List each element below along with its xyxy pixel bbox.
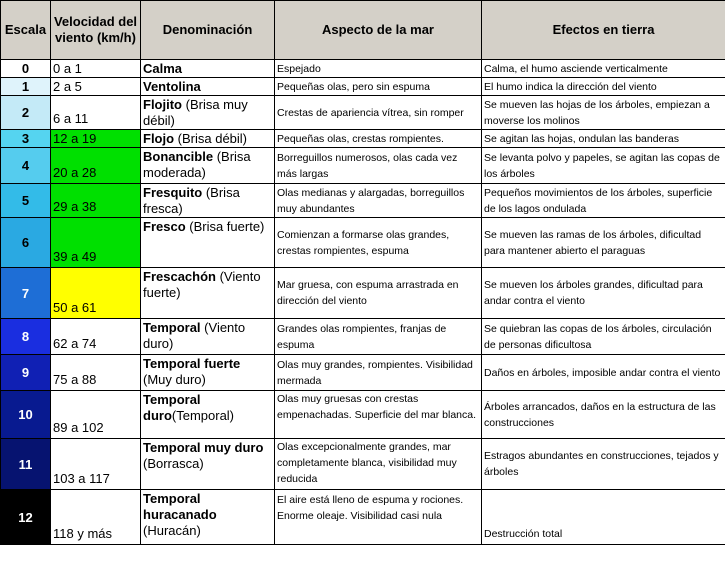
sea-cell: Mar gruesa, con espuma arrastrada en dirección del viento (275, 268, 482, 319)
table-row (1, 355, 725, 391)
name-cell (141, 60, 275, 78)
table-row (1, 319, 725, 355)
header-scale: Escala (1, 1, 51, 60)
sea-cell: Grandes olas rompientes, franjas de espuma (275, 319, 482, 355)
land-cell: Destrucción total (482, 490, 725, 545)
speed-cell: 29 a 38 (51, 184, 141, 218)
speed-cell: 12 a 19 (51, 130, 141, 148)
land-cell: Se mueven las hojas de los árboles, empiezan a moverse los molinos (482, 96, 725, 130)
land-cell: Se mueven las ramas de los árboles, dificultad para mantener abierto el paraguas (482, 218, 725, 268)
table-row (1, 130, 725, 148)
name-bold: Ventolina (143, 79, 201, 94)
table-body (1, 60, 725, 545)
sea-cell: Olas excepcionalmente grandes, mar completamente blanca, visibilidad muy reducida (275, 439, 482, 490)
name-bold: Fresco (143, 219, 186, 234)
speed-cell: 89 a 102 (51, 391, 141, 439)
name-cell (141, 319, 275, 355)
sea-cell: Pequeñas olas, pero sin espuma (275, 78, 482, 96)
header-sea: Aspecto de la mar (275, 1, 482, 60)
speed-cell: 103 a 117 (51, 439, 141, 490)
name-bold: Temporal muy duro (143, 440, 264, 455)
name-bold: Calma (143, 61, 183, 76)
land-cell: Se levanta polvo y papeles, se agitan las copas de los árboles (482, 148, 725, 184)
header-row (1, 1, 725, 60)
speed-cell: 50 a 61 (51, 268, 141, 319)
sea-cell: Crestas de apariencia vítrea, sin romper (275, 96, 482, 130)
sea-cell: Olas muy gruesas con crestas empenachadas. Superficie del mar blanca. (275, 391, 482, 439)
sea-cell: Espejado (275, 60, 482, 78)
name-cell (141, 439, 275, 490)
name-rest: (Huracán) (143, 523, 201, 538)
table-row (1, 96, 725, 130)
table-row (1, 391, 725, 439)
table-row (1, 148, 725, 184)
name-cell (141, 130, 275, 148)
scale-cell: 11 (1, 439, 51, 490)
scale-cell: 12 (1, 490, 51, 545)
land-cell: Árboles arrancados, daños en la estructura de las construcciones (482, 391, 725, 439)
name-bold: Frescachón (143, 269, 216, 284)
table-row (1, 268, 725, 319)
name-rest: (Viento fuerte) (143, 269, 261, 300)
name-cell (141, 78, 275, 96)
name-rest: (Viento duro) (143, 320, 246, 351)
name-bold: Temporal duro (143, 392, 201, 423)
name-cell (141, 490, 275, 545)
land-cell: Daños en árboles, imposible andar contra el viento (482, 355, 725, 391)
name-cell (141, 355, 275, 391)
name-rest: (Brisa débil) (174, 131, 248, 146)
table-row (1, 439, 725, 490)
scale-cell: 0 (1, 60, 51, 78)
scale-cell: 9 (1, 355, 51, 391)
name-bold: Flojo (143, 131, 175, 146)
scale-cell: 6 (1, 218, 51, 268)
name-bold: Temporal huracanado (143, 491, 217, 522)
name-cell (141, 218, 275, 268)
name-cell (141, 148, 275, 184)
land-cell: Se mueven los árboles grandes, dificultad para andar contra el viento (482, 268, 725, 319)
header-name: Denominación (141, 1, 275, 60)
table-row (1, 490, 725, 545)
speed-cell: 118 y más (51, 490, 141, 545)
name-cell (141, 268, 275, 319)
name-bold: Temporal fuerte (143, 356, 241, 371)
scale-cell: 5 (1, 184, 51, 218)
speed-cell: 0 a 1 (51, 60, 141, 78)
scale-cell: 4 (1, 148, 51, 184)
name-rest: (Muy duro) (143, 372, 206, 387)
sea-cell: Borreguillos numerosos, olas cada vez más largas (275, 148, 482, 184)
name-cell (141, 391, 275, 439)
name-bold: Fresquito (143, 185, 203, 200)
speed-cell: 2 a 5 (51, 78, 141, 96)
scale-cell: 2 (1, 96, 51, 130)
name-bold: Temporal (143, 320, 201, 335)
header-land: Efectos en tierra (482, 1, 725, 60)
land-cell: Se agitan las hojas, ondulan las banderas (482, 130, 725, 148)
table-row (1, 218, 725, 268)
name-rest: (Temporal) (171, 408, 235, 423)
name-rest: (Brisa fresca) (143, 185, 240, 216)
land-cell: Calma, el humo asciende verticalmente (482, 60, 725, 78)
sea-cell: Comienzan a formarse olas grandes, crestas rompientes, espuma (275, 218, 482, 268)
name-bold: Flojito (143, 97, 182, 112)
speed-cell: 39 a 49 (51, 218, 141, 268)
speed-cell: 6 a 11 (51, 96, 141, 130)
land-cell: Se quiebran las copas de los árboles, circulación de personas dificultosa (482, 319, 725, 355)
land-cell: El humo indica la dirección del viento (482, 78, 725, 96)
sea-cell: El aire está lleno de espuma y rociones. Enorme oleaje. Visibilidad casi nula (275, 490, 482, 545)
table-row (1, 78, 725, 96)
scale-cell: 7 (1, 268, 51, 319)
table-row (1, 60, 725, 78)
speed-cell: 20 a 28 (51, 148, 141, 184)
name-rest: (Borrasca) (143, 456, 204, 471)
table-row (1, 184, 725, 218)
name-bold: Bonancible (143, 149, 214, 164)
scale-cell: 10 (1, 391, 51, 439)
land-cell: Pequeños movimientos de los árboles, superficie de los lagos ondulada (482, 184, 725, 218)
name-rest: (Brisa muy débil) (143, 97, 248, 128)
sea-cell: Pequeñas olas, crestas rompientes. (275, 130, 482, 148)
header-speed: Velocidad del viento (km/h) (51, 1, 141, 60)
sea-cell: Olas muy grandes, rompientes. Visibilidad mermada (275, 355, 482, 391)
land-cell: Estragos abundantes en construcciones, tejados y árboles (482, 439, 725, 490)
scale-cell: 8 (1, 319, 51, 355)
speed-cell: 75 a 88 (51, 355, 141, 391)
name-rest: (Brisa moderada) (143, 149, 251, 180)
sea-cell: Olas medianas y alargadas, borreguillos muy abundantes (275, 184, 482, 218)
name-rest: (Brisa fuerte) (185, 219, 265, 234)
name-cell (141, 184, 275, 218)
scale-cell: 3 (1, 130, 51, 148)
scale-cell: 1 (1, 78, 51, 96)
name-cell (141, 96, 275, 130)
speed-cell: 62 a 74 (51, 319, 141, 355)
